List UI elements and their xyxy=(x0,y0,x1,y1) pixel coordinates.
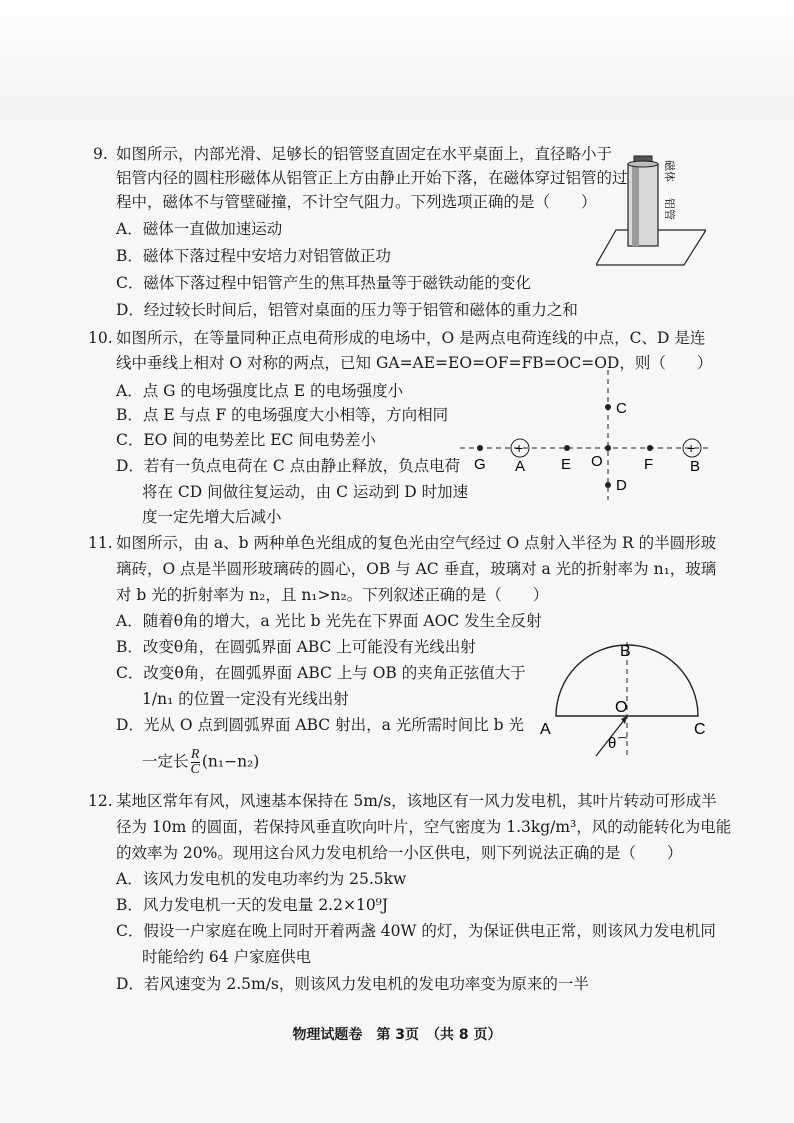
q9-stem-line: 如图所示，内部光滑、足够长的铝管竖直固定在水平桌面上，直径略小于 xyxy=(116,145,613,163)
q9-option-b: B．磁体下落过程中安培力对铝管做正功 xyxy=(116,247,391,265)
q12-stem-line: 径为 10m 的圆面，若保持风垂直吹向叶片，空气密度为 1.3kg/m³，风的动能转化为电能 xyxy=(116,818,732,836)
q11-option-b: B．改变θ角，在圆弧界面 ABC 上可能没有光线出射 xyxy=(116,638,476,656)
q10-stem-line: 如图所示，在等量同种正点电荷形成的电场中，O 是两点电荷连线的中点，C、D 是连 xyxy=(116,329,706,347)
q10-label-e: E xyxy=(561,456,572,473)
q9-stem-line: 程中，磁体不与管壁碰撞，不计空气阻力。下列选项正确的是（ ） xyxy=(116,193,597,211)
q11-label-theta: θ xyxy=(608,735,617,752)
q9-number: 9. xyxy=(93,145,108,163)
q11-label-c: C xyxy=(694,721,706,738)
q10-option-d-cont: 度一定先增大后减小 xyxy=(142,508,282,526)
q10-label-a: A xyxy=(515,458,526,475)
q12-option-a: A．该风力发电机的发电功率约为 25.5kw xyxy=(116,870,407,888)
q12-option-c: C．假设一户家庭在晚上同时开着两盏 40W 的灯，为保证供电正常，则该风力发电机同 xyxy=(116,922,716,940)
q11-option-d-text: 一定长 xyxy=(142,752,189,771)
q12-option-b: B．风力发电机一天的发电量 2.2×10⁹J xyxy=(116,896,389,914)
q11-fraction xyxy=(191,748,200,777)
q12-stem-line: 某地区常年有风，风速基本保持在 5m/s，该地区有一风力发电机，其叶片转动可形成半 xyxy=(116,792,717,810)
q11-option-d: D．光从 O 点到圆弧界面 ABC 射出，a 光所需时间比 b 光 xyxy=(116,716,525,734)
q10-label-c: C xyxy=(616,400,627,417)
q11-option-c: C．改变θ角，在圆弧界面 ABC 上与 OB 的夹角正弦值大于 xyxy=(116,664,526,682)
q12-option-d: D．若风速变为 2.5m/s，则该风力发电机的发电功率变为原来的一半 xyxy=(116,975,589,993)
q9-tube-label: 铝管 xyxy=(663,198,675,220)
q9-option-d: D．经过较长时间后，铝管对桌面的压力等于铝管和磁体的重力之和 xyxy=(116,301,578,319)
q11-label-b: B xyxy=(620,643,631,660)
scan-top-band xyxy=(0,0,794,120)
q11-stem-line: 如图所示，由 a、b 两种单色光组成的复色光由空气经过 O 点射入半径为 R 的半圆形玻 xyxy=(116,534,717,552)
q9-option-c: C．磁体下落过程中铝管产生的焦耳热量等于磁铁动能的变化 xyxy=(116,274,531,292)
q11-option-d-tail: (n₁−n₂) xyxy=(201,752,260,771)
q10-label-b: B xyxy=(690,458,701,475)
q12-option-c-cont: 时能给约 64 户家庭供电 xyxy=(142,948,312,966)
q10-label-d: D xyxy=(616,477,627,494)
q11-frac-denominator: C xyxy=(190,762,200,777)
q10-option-d-cont: 将在 CD 间做往复运动，由 C 运动到 D 时加速 xyxy=(142,483,469,501)
q11-number: 11. xyxy=(88,534,113,552)
q9-stem-line: 铝管内径的圆柱形磁体从铝管正上方由静止开始下落，在磁体穿过铝管的过 xyxy=(116,169,628,187)
q10-charge-b-sign: + xyxy=(687,440,696,456)
q11-option-d-cont xyxy=(142,748,259,777)
q11-option-c-cont: 1/n₁ 的位置一定没有光线出射 xyxy=(142,690,349,708)
q10-label-f: F xyxy=(644,456,654,473)
q9-magnet-label: 磁体 xyxy=(663,160,675,182)
page-footer: 物理试题卷 第 3页 （共 8 页） xyxy=(292,1027,502,1043)
q11-option-a: A．随着θ角的增大，a 光比 b 光先在下界面 AOC 发生全反射 xyxy=(116,612,542,630)
q11-frac-numerator: R xyxy=(190,747,200,762)
q12-number: 12. xyxy=(88,792,113,810)
q10-option-a: A．点 G 的电场强度比点 E 的电场强度小 xyxy=(116,382,404,400)
q11-label-o: O xyxy=(615,699,628,716)
q10-option-b: B．点 E 与点 F 的电场强度大小相等，方向相同 xyxy=(116,406,449,424)
q10-number: 10. xyxy=(88,329,113,347)
q12-stem-line: 的效率为 20%。现用这台风力发电机给一小区供电，则下列说法正确的是（ ） xyxy=(116,844,683,862)
q10-charge-a-sign: + xyxy=(515,440,524,456)
q11-semicircle-figure xyxy=(530,640,730,765)
q10-option-c: C．EO 间的电势差比 EC 间电势差小 xyxy=(116,431,376,449)
q10-label-o: O xyxy=(591,453,603,470)
q11-stem-line: 璃砖，O 点是半圆形玻璃砖的圆心，OB 与 AC 垂直，玻璃对 a 光的折射率为 n₁，玻璃 xyxy=(116,560,717,578)
q10-label-g: G xyxy=(474,456,486,473)
q10-option-d: D．若有一负点电荷在 C 点由静止释放，负点电荷 xyxy=(116,457,461,475)
q9-option-a: A．磁体一直做加速运动 xyxy=(116,220,283,238)
q11-stem-line: 对 b 光的折射率为 n₂，且 n₁>n₂。下列叙述正确的是（ ） xyxy=(116,586,549,604)
q9-aluminum-tube-figure xyxy=(596,150,706,270)
q11-label-a: A xyxy=(540,721,551,738)
q10-charge-figure xyxy=(460,370,710,510)
q10-stem-line: 线中垂线上相对 O 对称的两点，已知 GA=AE=EO=OF=FB=OC=OD，则（ ） xyxy=(116,354,713,372)
